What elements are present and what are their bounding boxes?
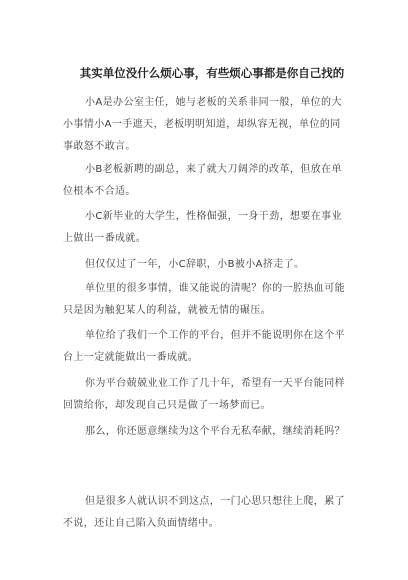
paragraph-5 bbox=[63, 278, 351, 322]
paragraph-5-text: 单位里的很多事情，谁又能说的清呢？你的一腔热血可能只是因为触犯某人的利益，就被无情的碾压。 bbox=[63, 283, 345, 316]
paragraph-1-text: 小A是办公室主任，她与老板的关系非同一般，单位的大小事情小A一手遮天，老板明明知道，却纵容无视，单位的同事敢怒不敢言。 bbox=[63, 97, 342, 152]
article-title: 其实单位没什么烦心事，有些烦心事都是你自己找的 bbox=[79, 66, 345, 80]
paragraph-8 bbox=[63, 421, 351, 443]
paragraph-9 bbox=[63, 491, 351, 535]
paragraph-8-text: 那么，你还愿意继续为这个平台无私奉献，继续消耗吗？ bbox=[85, 426, 345, 437]
paragraph-2 bbox=[63, 159, 351, 203]
paragraph-7-text: 你为平台兢兢业业工作了几十年，希望有一天平台能同样回馈给你，却发现自己只是做了一场梦而已。 bbox=[63, 378, 345, 411]
paragraph-6 bbox=[63, 325, 351, 369]
paragraph-4 bbox=[63, 254, 351, 276]
paragraph-1 bbox=[63, 92, 351, 158]
paragraph-6-text: 单位给了我们一个工作的平台，但并不能说明你在这个平台上一定就能做出一番成就。 bbox=[63, 330, 345, 363]
paragraph-3 bbox=[63, 206, 351, 250]
paragraph-4-text: 但仅仅过了一年，小C辞职，小B被小A挤走了。 bbox=[85, 259, 305, 270]
paragraph-7 bbox=[63, 373, 351, 417]
paragraph-9-text: 但是很多人就认识不到这点，一门心思只想往上爬，累了不说，还让自己陷入负面情绪中。 bbox=[63, 496, 345, 529]
paragraph-2-text: 小B老板新聘的副总，来了就大刀阔斧的改革，但放在单位根本不合适。 bbox=[63, 164, 342, 197]
paragraph-3-text: 小C新毕业的大学生，性格倔强，一身干劲，想要在事业上做出一番成就。 bbox=[63, 211, 342, 244]
